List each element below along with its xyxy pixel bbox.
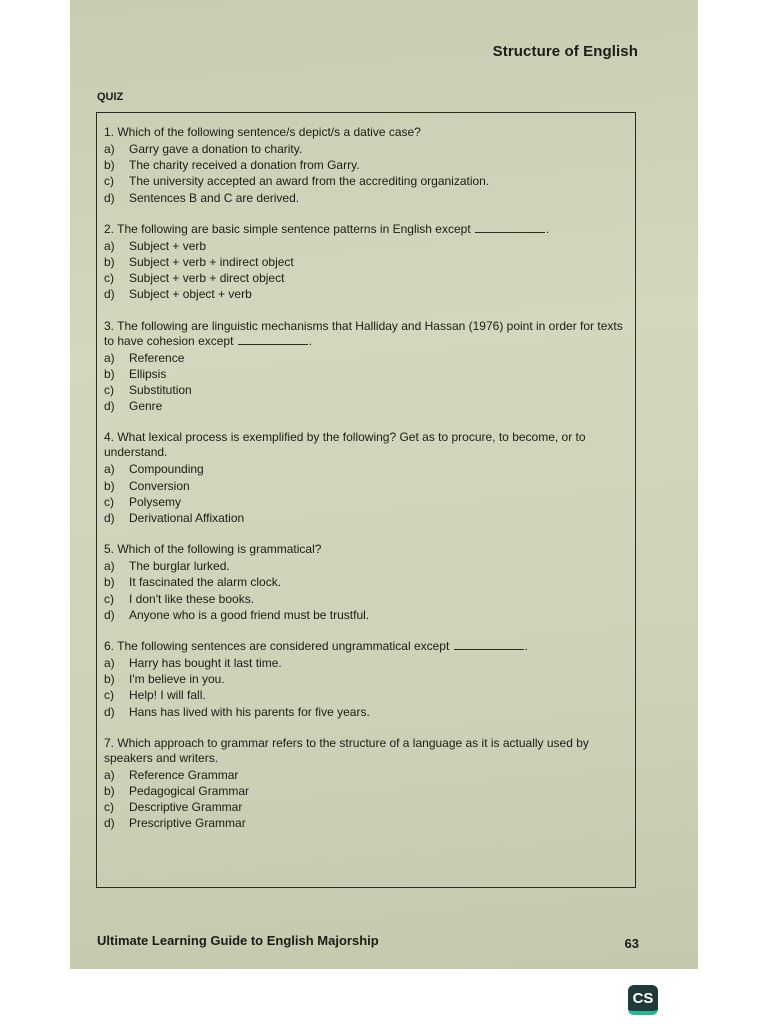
option-letter: c): [104, 174, 114, 189]
option-letter: d): [104, 816, 115, 831]
option-text: I don't like these books.: [129, 591, 255, 606]
answer-option: [104, 558, 627, 574]
option-text: Harry has bought it last time.: [129, 656, 282, 671]
answer-option: [104, 157, 627, 173]
option-text: Subject + verb + indirect object: [129, 255, 294, 270]
option-text: Pedagogical Grammar: [129, 784, 250, 799]
option-text: Compounding: [129, 462, 204, 477]
question-stem-text: 2. The following are basic simple sentence patterns in English except: [104, 221, 471, 236]
option-text: Subject + object + verb: [129, 287, 252, 302]
answer-option: [104, 799, 627, 815]
option-text: Hans has lived with his parents for five years.: [129, 704, 370, 719]
question-stem-text: 5. Which of the following is grammatical?: [104, 542, 322, 557]
answer-option: [104, 687, 627, 703]
option-text: Conversion: [129, 478, 190, 493]
option-letter: a): [104, 142, 115, 156]
option-text: Ellipsis: [129, 366, 167, 381]
option-text: Sentences B and C are derived.: [129, 190, 300, 205]
quiz-question: [104, 639, 627, 720]
answer-blank-line: [238, 334, 308, 345]
option-letter: c): [104, 688, 114, 703]
option-text: Genre: [129, 399, 163, 414]
answer-option: [104, 461, 627, 477]
option-letter: d): [104, 607, 115, 622]
question-stem: [104, 542, 627, 557]
option-letter: a): [104, 656, 115, 671]
quiz-box: [96, 112, 636, 888]
option-letter: c): [104, 494, 114, 509]
option-letter: b): [104, 158, 115, 173]
option-text: Descriptive Grammar: [129, 800, 243, 815]
option-text: It fascinated the alarm clock.: [129, 575, 282, 590]
option-letter: c): [104, 591, 114, 606]
answer-option: [104, 173, 627, 189]
quiz-question: [104, 736, 627, 832]
answer-blank-line: [475, 222, 545, 233]
option-letter: c): [104, 271, 114, 286]
quiz-question: [104, 222, 627, 303]
option-letter: b): [104, 784, 115, 799]
option-letter: d): [104, 287, 115, 302]
option-letter: b): [104, 672, 115, 687]
question-stem: [104, 736, 627, 766]
option-letter: a): [104, 559, 115, 574]
question-stem-text: 6. The following sentences are considered ungrammatical except: [104, 639, 450, 654]
option-letter: c): [104, 800, 114, 815]
quiz-question: [104, 319, 627, 415]
option-letter: b): [104, 366, 115, 381]
option-text: Reference: [129, 350, 185, 365]
answer-option: [104, 141, 627, 157]
option-text: Prescriptive Grammar: [129, 816, 246, 831]
option-letter: d): [104, 190, 115, 205]
option-text: Reference Grammar: [129, 767, 239, 782]
option-text: Garry gave a donation to charity.: [129, 142, 303, 156]
answer-option: [104, 704, 627, 720]
option-letter: b): [104, 575, 115, 590]
question-stem-text: 3. The following are linguistic mechanisms that Halliday and Hassan (1976) point in order for texts to have cohesion except: [104, 318, 623, 348]
question-stem: [104, 430, 627, 460]
option-letter: d): [104, 511, 115, 526]
quiz-question: [104, 542, 627, 623]
answer-option: [104, 767, 627, 783]
scanned-page: [70, 0, 698, 969]
answer-blank-line: [454, 639, 524, 650]
question-stem-text: 1. Which of the following sentence/s depict/s a dative case?: [104, 125, 421, 139]
question-stem: 6. The following sentences are considered ungrammatical except .: [104, 639, 528, 654]
option-letter: d): [104, 704, 115, 719]
quiz-question: [104, 125, 627, 206]
answer-option: [104, 254, 627, 270]
option-text: Derivational Affixation: [129, 511, 245, 526]
quiz-label: QUIZ: [97, 91, 124, 103]
footer-page-number: 63: [624, 936, 639, 951]
answer-option: [104, 815, 627, 831]
answer-option: [104, 783, 627, 799]
option-letter: b): [104, 255, 115, 270]
answer-option: [104, 286, 627, 302]
answer-option: [104, 270, 627, 286]
answer-option: [104, 655, 627, 671]
option-text: I'm believe in you.: [129, 672, 225, 687]
quiz-question: [104, 430, 627, 526]
question-stem: [104, 125, 627, 140]
answer-option: [104, 350, 627, 366]
option-text: Subject + verb + direct object: [129, 271, 285, 286]
option-text: Substitution: [129, 383, 192, 398]
option-letter: a): [104, 350, 115, 365]
page-header-title: Structure of English: [492, 43, 638, 60]
option-letter: d): [104, 399, 115, 414]
answer-option: [104, 494, 627, 510]
question-stem-text: 4. What lexical process is exemplified by the following? Get as to procure, to become, or to understand.: [104, 430, 586, 460]
answer-option: [104, 190, 627, 206]
footer-book-title: Ultimate Learning Guide to English Majorship: [97, 933, 379, 948]
answer-option: [104, 510, 627, 526]
question-stem: 2. The following are basic simple sentence patterns in English except .: [104, 221, 550, 236]
option-letter: a): [104, 767, 115, 782]
option-text: Anyone who is a good friend must be trustful.: [129, 607, 370, 622]
answer-option: [104, 238, 627, 254]
option-text: The university accepted an award from the accrediting organization.: [129, 174, 490, 189]
answer-option: [104, 607, 627, 623]
option-text: Polysemy: [129, 494, 182, 509]
option-letter: a): [104, 238, 115, 253]
option-text: The charity received a donation from Garry.: [129, 158, 360, 173]
option-letter: c): [104, 383, 114, 398]
option-letter: b): [104, 478, 115, 493]
question-stem: 3. The following are linguistic mechanisms that Halliday and Hassan (1976) point in order for texts to have cohesion except .: [104, 318, 623, 348]
answer-option: [104, 591, 627, 607]
option-text: Help! I will fall.: [129, 688, 206, 703]
camscanner-logo-icon: CS: [628, 985, 658, 1015]
option-letter: a): [104, 462, 115, 477]
answer-option: [104, 574, 627, 590]
answer-option: [104, 366, 627, 382]
question-stem-text: 7. Which approach to grammar refers to the structure of a language as it is actually used by speakers and writers.: [104, 735, 589, 765]
option-text: The burglar lurked.: [129, 559, 230, 574]
answer-option: [104, 398, 627, 414]
answer-option: [104, 478, 627, 494]
answer-option: [104, 382, 627, 398]
answer-option: [104, 671, 627, 687]
option-text: Subject + verb: [129, 238, 207, 253]
